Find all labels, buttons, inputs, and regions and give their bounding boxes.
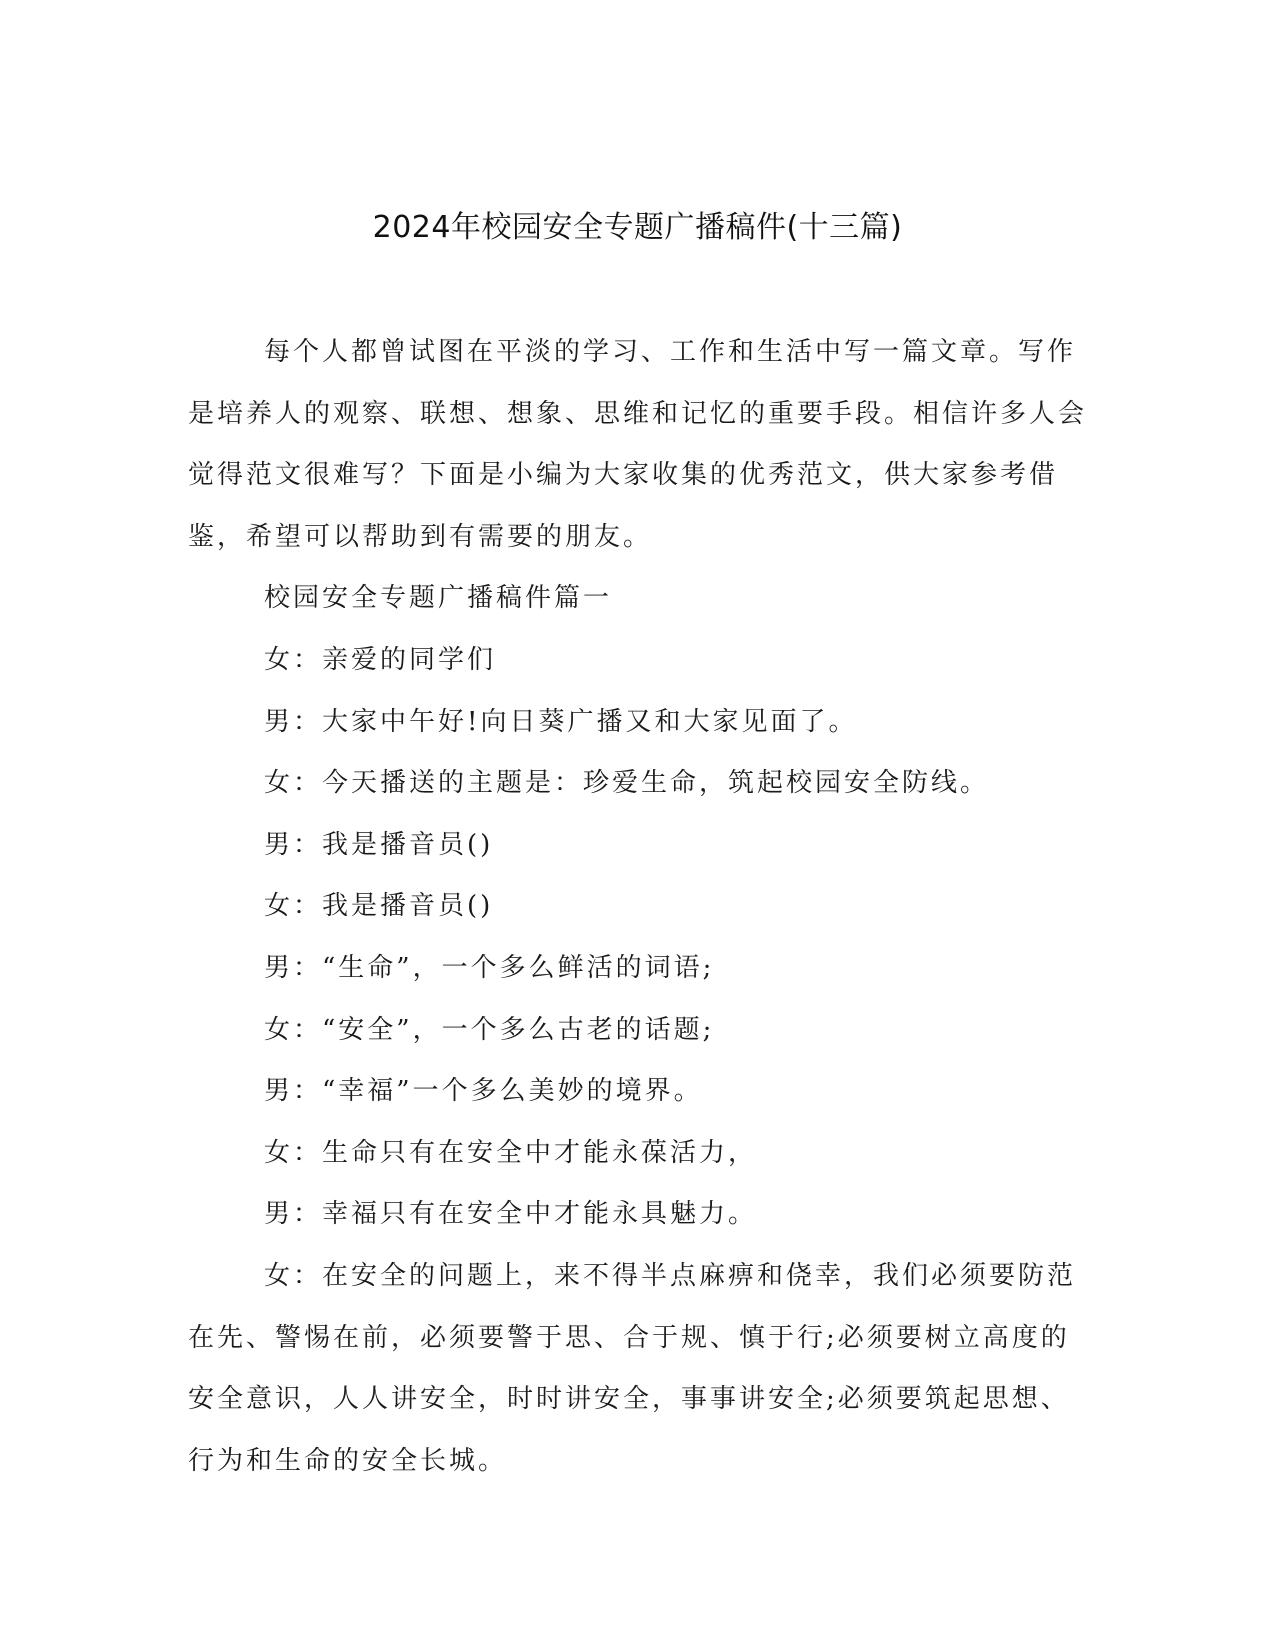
dialogue-line: 男：我是播音员(): [264, 829, 494, 860]
intro-paragraph: 每个人都曾试图在平淡的学习、工作和生活中写一篇文章。写作是培养人的观察、联想、想象、思维和记忆的重要手段。相信许多人会觉得范文很难写？下面是小编为大家收集的优秀范文，供大家参考借鉴，希望可以帮助到有需要的朋友。: [188, 337, 1088, 552]
dialogue-paragraph: 女：在安全的问题上，来不得半点麻痹和侥幸，我们必须要防范在先、警惕在前，必须要警于思、合于规、慎于行;必须要树立高度的安全意识，人人讲安全，时时讲安全，事事讲安全;必须要筑起思想、行为和生命的安全长城。: [188, 1260, 1077, 1476]
dialogue-line: 女：“安全”，一个多么古老的话题;: [264, 1014, 715, 1045]
dialogue-line: 女：今天播送的主题是：珍爱生命，筑起校园安全防线。: [264, 768, 990, 799]
dialogue-line: 女：我是播音员(): [264, 891, 494, 922]
dialogue-line: 男：幸福只有在安全中才能永具魅力。: [264, 1199, 758, 1230]
document-title: 2024年校园安全专题广播稿件(十三篇): [372, 210, 903, 245]
dialogue-line: 女：亲爱的同学们: [264, 644, 497, 675]
document-body: [188, 322, 1088, 1492]
dialogue-line: 男：大家中午好!向日葵广播又和大家见面了。: [264, 706, 858, 737]
dialogue-line: 男：“生命”，一个多么鲜活的词语;: [264, 952, 715, 983]
dialogue-line: 女：生命只有在安全中才能永葆活力，: [264, 1137, 758, 1168]
dialogue-line: 男：“幸福”一个多么美妙的境界。: [264, 1076, 703, 1107]
section-heading: 校园安全专题广播稿件篇一: [264, 583, 613, 614]
